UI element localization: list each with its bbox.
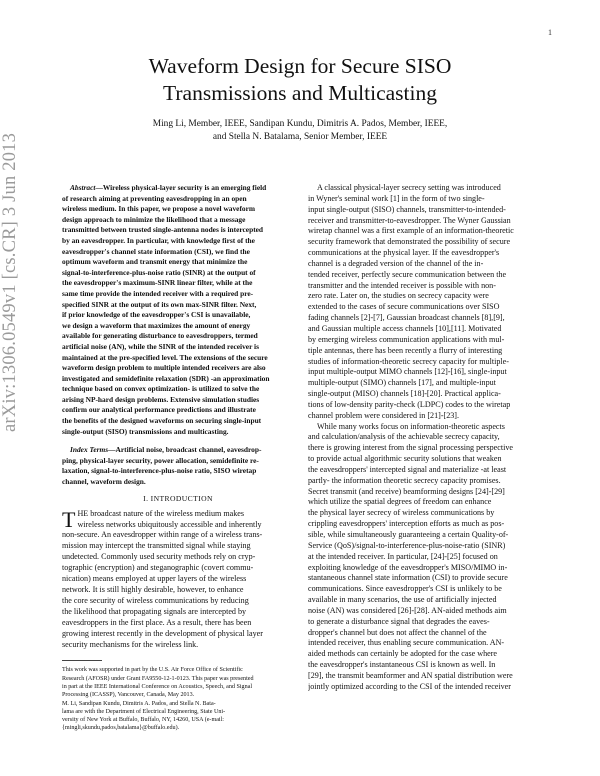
footnote-line: This work was supported in part by the U.S. Air Force Office of Scientific: [62, 667, 243, 674]
body-line: studies of information-theoretic secrecy capacity for multiple-: [308, 356, 509, 366]
abstract-line: Abstract—Wireless physical-layer security is an emerging field: [70, 183, 267, 192]
paper-title: [80, 53, 520, 107]
intro-line: security mechanisms for the wireless link.: [62, 639, 199, 649]
intro-line: HE broadcast nature of the wireless medium makes: [77, 508, 244, 518]
footnote-line: {mingli,skundu,pados,batalama}@buffalo.edu).: [62, 725, 180, 732]
page-number: 1: [548, 28, 552, 37]
drop-cap: T: [62, 506, 76, 532]
abstract-line: eavesdropper's channel state information (CSI), we find the: [62, 246, 250, 256]
abstract-line: arising NP-hard design problems. Extensive simulation studies: [62, 394, 260, 404]
footnote-line: versity of New York at Buffalo, Buffalo, NY, 14260, USA (e-mail:: [62, 717, 224, 724]
footnote: [62, 666, 294, 732]
body-line: Secret transmit (and receive) beamforming designs [24]-[29]: [308, 486, 505, 496]
footnote-line: Research (AFOSR) under Grant FA9550-12-1-0123. This paper was presented: [62, 675, 254, 682]
body-line: zero rate. Later on, the studies on secrecy capacity were: [308, 291, 489, 301]
abstract-line: optimum waveform and transmit energy that minimize the: [62, 257, 248, 267]
footnote-line: M. Li, Sandipan Kundu, Dimitris A. Pados, and Stella N. Bata-: [62, 700, 216, 707]
abstract-line: by an eavesdropper. In particular, with knowledge first of the: [62, 235, 255, 245]
body-line: fading channels [2]-[7], Gaussian broadcast channels [8],[9],: [308, 313, 505, 323]
abstract-line: if prior knowledge of the eavesdropper's CSI is unavailable,: [62, 310, 251, 320]
body-line: channel is a degraded version of the channel of the in-: [308, 258, 484, 268]
abstract-line: confirm our analytical performance predictions and illustrate: [62, 405, 256, 415]
abstract-line: single-output (SISO) transmissions and multicasting.: [62, 426, 229, 436]
body-line: which utilize the spatial degrees of freedom can enhance: [308, 497, 492, 507]
body-line: exploiting knowledge of the eavesdropper's MISO/MIMO in-: [308, 562, 508, 572]
body-line: crippling eavesdroppers' interception efforts as much as pos-: [308, 519, 505, 529]
intro-line: non-secure. An eavesdropper within range of a wireless trans-: [62, 530, 263, 540]
body-line: intended receiver, thus enabling secure communication. AN-: [308, 638, 505, 648]
body-line: wiretap channel was a first example of an information-theoretic: [308, 226, 514, 236]
abstract-line: specified SINR at the output of its own max-SINR filter. Next,: [62, 299, 257, 309]
body-line: multiple-output (SIMO) channels [17], and multiple-input: [308, 378, 496, 388]
body-line: and Gaussian multiple access channels [10],[11]. Motivated: [308, 323, 502, 333]
body-line: in Wyner's seminal work [1] in the form of two single-: [308, 193, 485, 203]
index-terms-line: laxation, signal-to-interference-plus-noise ratio, SISO wiretap: [62, 466, 257, 476]
right-column: [308, 183, 536, 693]
body-line: to generate a disturbance signal that degrades the eaves-: [308, 616, 490, 626]
abstract-line: maintained at the pre-specified level. The extensions of the secure: [62, 352, 268, 362]
body-line: and calculation/analysis of the achievable secrecy capacity,: [308, 432, 500, 442]
index-terms-line: channel, waveform design.: [62, 477, 146, 487]
body-line: tiple antennas, there has been recently a flurry of interesting: [308, 345, 503, 355]
intro-line: growing interest recently in the development of physical layer: [62, 628, 263, 638]
body-line: sible, while simultaneously guaranteeing a certain Quality-of-: [308, 530, 509, 539]
arxiv-identifier: arXiv:1306.0549v1 [cs.CR] 3 Jun 2013: [0, 132, 20, 432]
body-line: the eavesdropper's instantaneous CSI is known as well. In: [308, 660, 496, 670]
abstract-line: wireless medium. In this paper, we propose a novel waveform: [62, 204, 256, 214]
intro-line: undetected. Commonly used security methods rely on cryp-: [62, 552, 256, 562]
abstract-line: we design a waveform that maximizes the amount of energy: [62, 320, 251, 330]
body-line: A classical physical-layer secrecy setting was introduced: [317, 183, 501, 192]
intro-line: nication) means employed at upper layers of the wireless: [62, 574, 247, 584]
author-line: and Stella N. Batalama, Senior Member, IEEE: [212, 131, 388, 142]
intro-line: eavesdroppers in the first place. As a result, there has been: [62, 617, 252, 627]
index-terms: [62, 445, 294, 487]
body-line: input single-output (SISO) channels, transmitter-to-intended-: [308, 204, 506, 214]
intro-line: network. It is still highly desirable, however, to enhance: [62, 584, 244, 594]
footnote-line: in part at the IEEE International Conference on Acoustics, Speech, and Signal: [62, 684, 253, 690]
body-line: communications at the physical layer. If the eavesdropper's: [308, 248, 500, 258]
abstract-line: transmitted between trusted single-antenna nodes is intercepted: [62, 225, 264, 235]
abstract-line: the eavesdropper's maximum-SINR linear filter, while at the: [62, 278, 253, 288]
body-line: transmitter and the intended receiver is possible with non-: [308, 280, 496, 290]
body-line: stantaneous channel state information (CSI) to provide secure: [308, 573, 508, 583]
body-line: input multiple-output MIMO channels [12]-[16], single-input: [308, 367, 507, 377]
footnote-line: Processing (ICASSP), Vancouver, Canada, May 2013.: [62, 692, 195, 699]
abstract-line: available for generating disturbance to eavesdroppers, termed: [62, 331, 258, 341]
body-line: While many works focus on information-theoretic aspects: [317, 421, 505, 431]
index-terms-line: ping, physical-layer security, power allocation, semidefinite re-: [62, 455, 259, 465]
body-line: the eavesdroppers' intercepted signal and materialize -at least: [308, 464, 507, 474]
abstract-line: of research aiming at preventing eavesdropping in an open: [62, 193, 247, 203]
body-line: Service (QoS)/signal-to-interference-plus-noise-ratio (SINR): [308, 540, 506, 550]
author-list: [80, 118, 520, 143]
body-line: the physical layer secrecy of wireless communications by: [308, 508, 495, 518]
body-line: single-output (MISO) channels [18]-[20]. Practical applica-: [308, 389, 501, 399]
author-line: Ming Li, Member, IEEE, Sandipan Kundu, Dimitris A. Pados, Member, IEEE,: [152, 119, 448, 129]
body-line: at the intended receiver. In particular, [24]-[25] focused on: [308, 551, 498, 561]
abstract-line-lead: Abstract: [70, 183, 96, 192]
body-line: aided methods can certainly be adopted for the case where: [308, 649, 497, 659]
abstract-line: the benefits of the designed waveforms on securing single-input: [62, 416, 262, 426]
section-heading: I. INTRODUCTION: [143, 493, 213, 503]
body-line: receiver and transmitter-to-eavesdropper. The Wyner Gaussian: [308, 215, 511, 225]
body-line: there is growing interest from the signal processing perspective: [308, 443, 513, 453]
body-line: communications. Since eavesdropper's CSI is unlikely to be: [308, 584, 502, 594]
footnote-rule: [62, 660, 102, 661]
title-line: Transmissions and Multicasting: [163, 81, 437, 105]
index-terms-line-lead: Index Terms: [70, 445, 109, 455]
abstract-line: technique based on convex optimization- is utilized to solve the: [62, 384, 260, 394]
body-line: dropper's channel but does not affect the channel of the: [308, 627, 487, 637]
footnote-line: lama are with the Department of Electrical Engineering, State Uni-: [62, 708, 226, 715]
body-line: partly- the information theoretic secrecy capacity promises.: [308, 475, 501, 485]
body-line: extended to the cases of secure communications over SISO: [308, 302, 500, 312]
intro-line: tographic (encryption) and steganographic (covert commu-: [62, 563, 254, 573]
body-line: jointly optimized according to the CSI of the intended receiver: [308, 681, 511, 691]
body-line: tended receiver, perfectly secure communication between the: [308, 269, 507, 279]
body-line: tions of low-density parity-check (LDPC) codes to the wiretap: [308, 399, 511, 409]
body-line: security framework that demonstrated the possibility of secure: [308, 237, 511, 247]
body-line: channel problem were considered in [21]-[23].: [308, 410, 460, 420]
intro-line: mission may intercept the transmitted signal while staying: [62, 541, 251, 551]
body-line: [29], the transmit beamformer and AN spatial distribution were: [308, 670, 513, 680]
intro-line: wireless networks ubiquitously accessible and inherently: [77, 519, 262, 529]
body-line: to provide actual algorithmic security solutions that weaken: [308, 454, 502, 464]
intro-line: the core security of wireless communications by reducing: [62, 595, 249, 605]
abstract-line: waveform design problem to multiple intended receivers are also: [62, 363, 266, 373]
intro-line: the likelihood that propagating signals are intercepted by: [62, 606, 247, 616]
introduction-text: [62, 506, 294, 651]
index-terms-line: Index Terms—Artificial noise, broadcast channel, eavesdrop-: [70, 445, 262, 455]
left-column: [62, 183, 294, 733]
abstract-line: artificial noise (AN), while the SINR of the intended receiver is: [62, 341, 259, 351]
abstract-line: design approach to minimize the likelihood that a message: [62, 214, 246, 224]
abstract-line: same time provide the intended receiver with a required pre-: [62, 288, 254, 298]
body-line: by emerging wireless communication applications with mul-: [308, 334, 505, 344]
abstract-line: signal-to-interference-plus-noise ratio (SINR) at the output of: [62, 267, 256, 277]
abstract-line: investigated and semidefinite relaxation (SDR) -an approximation: [62, 373, 270, 383]
abstract: [62, 183, 294, 437]
body-line: available in many scenarios, the use of artificially injected: [308, 595, 497, 605]
body-line: noise (AN) was considered [26]-[28]. AN-aided methods aim: [308, 605, 507, 615]
title-line: Waveform Design for Secure SISO: [148, 54, 452, 78]
